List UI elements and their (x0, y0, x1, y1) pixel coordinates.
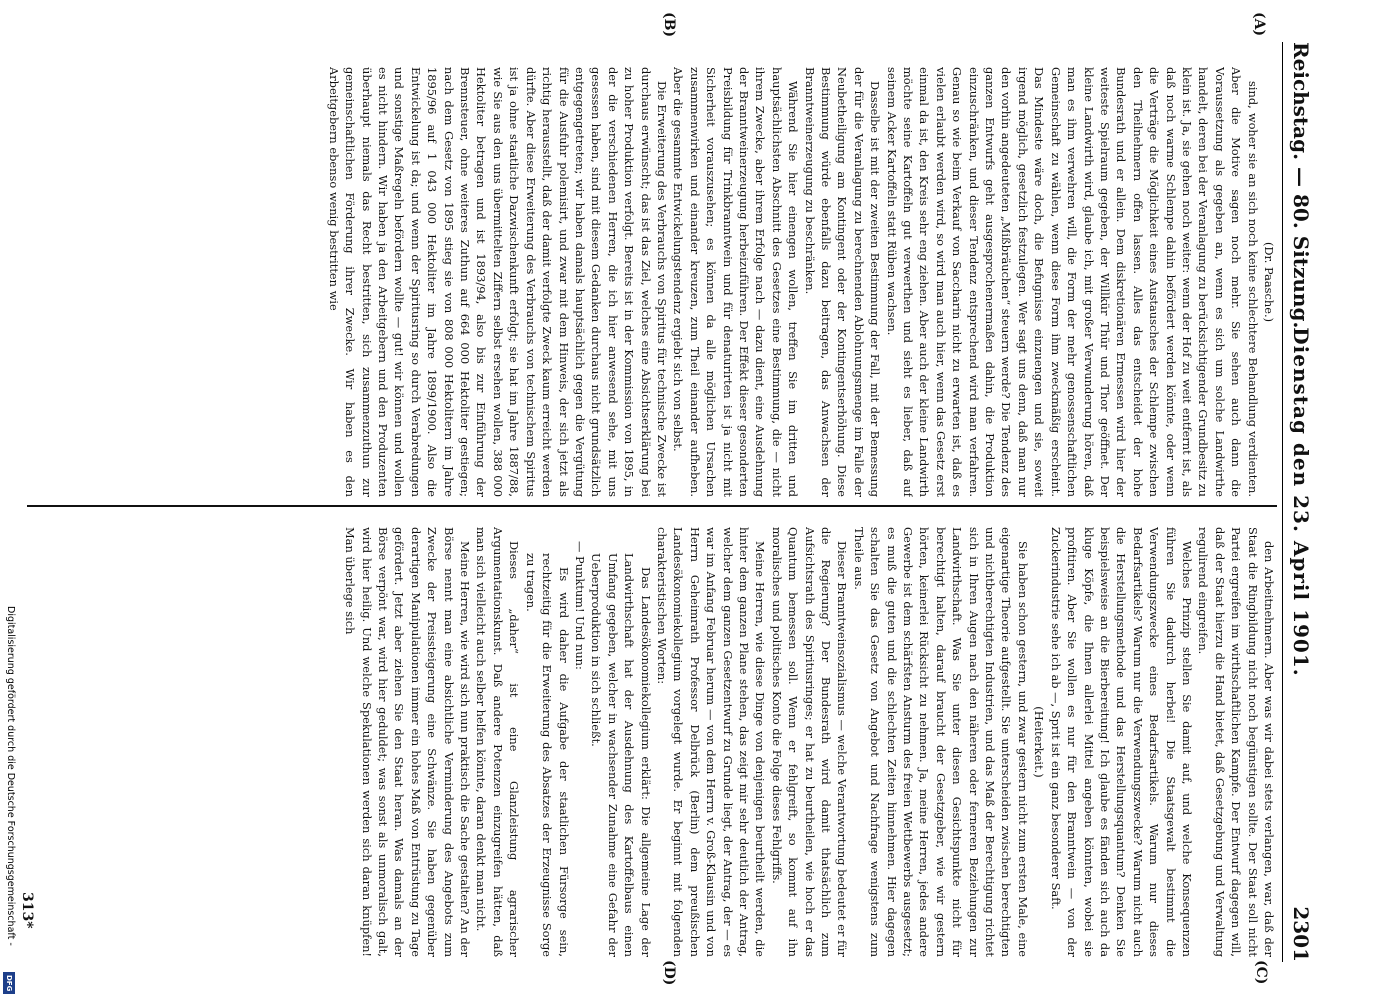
rotated-newspaper-sheet (17, 12, 1317, 992)
block-quote: Das Landesökonomiekollegium erklärt: Die allgemeine Lage der Landwirthschaft hat der Ausdehnung des Kartoffelbaus einen Umfang gegeben, welcher in wachsender Zunahme eine Gefahr der Ueberproduktion in sich schließt. (589, 553, 653, 957)
paragraph: Die Erweiterung des Verbrauchs von Spiritus für technische Zwecke ist durchaus erwünscht; das ist das Ziel, welches eine Absichtserklärung bei zu hoher Produktion verfolgt. Bereits ist in der Kommission von 1895, in der die verschiedenen Herren, die ich hier anwesend sehe, mit uns gesessen haben, sind mit diesem Gedanken durchaus nicht grundsätzlich entgegengetreten; wir haben damals hauptsächlich gegen die Vergütung für die Ausfuhr polemisirt, und zwar mit dem Hinweis, der sich jetzt als richtig herausstellt, daß der damit verfolgte Zweck kaum erreicht werden dürfte. Aber diese Erweiterung des Verbrauchs von technischem Spiritus ist ja ohne staatliche Dazwischenkunft erfolgt; sie hat im Jahre 1887/88, wie Sie aus den uns übermittelten Ziffern selbst ersehen wollen, 388 000 Hektoliter betragen und ist 1893/94, also bis zur Einführung der Brennsteuer, ohne weiteres Zuthun auf 664 000 Hektoliter gestiegen; nach dem Gesetz von 1895 stieg sie von 808 000 Hektolitern im Jahre 1895/96 auf 1 043 000 Hektoliter im Jahre 1899/1900. Also die Entwickelung ist da; und wenn der Spiritusring so durch Verabredungen und sonstige Maßregeln befördern wollte — gut! wir können und wollen es nicht hindern. Wir haben ja den Arbeitgebern und den Produzenten überhaupt niemals das Recht bestritten, sich zusammenzuthun zur gemeinschaftlichen Förderung ihrer Zwecke. Wir haben es den Arbeitgebern ebenso wenig bestritten wie (326, 67, 669, 497)
header-date: Dienstag den 23. April 1901. (1289, 327, 1313, 677)
margin-marker-b: (B) (661, 12, 677, 38)
margin-marker-d: (D) (661, 960, 677, 986)
dfg-side-strip (2, 0, 16, 1000)
speaker-label: (Dr. Paasche.) (1262, 241, 1276, 323)
header-left-title: Reichstag. — 80. Sitzung. (1289, 42, 1313, 329)
margin-marker-a: (A) (1251, 12, 1267, 37)
paragraph: Welches Prinzip stellen Sie damit auf, und welche Konsequenzen führen Sie dadurch herbei! Die Staatsgewalt bestimmt die Verwendungszwecke eines Bedarfsartikels. Warum nur dieses Bedarfsartikels? Warum nur die Verwendungszwecke? Warum nicht auch die Herstellungsmethode und das Herstellungsquantum? Denken Sie beispielsweise an die Bierbereitung! Ich glaube es fänden sich auch da kluge Köpfe, die Ihnen allerlei Mittel angeben könnten, wobei sie profitiren. Aber Sie wollen es nur für den Branntwein — von der Zuckerindustrie sehe ich ab —, Sprit ist ein ganz besonderer Saft. (1048, 527, 1194, 957)
paragraph: Während Sie hier einengen wollen, treffen Sie im dritten und hauptsächlichsten Abschnitt des Gesetzes eine Bestimmung, die — nicht ihrem Zwecke, aber ihrem Erfolge nach — dazu dient, eine Ausdehnung der Branntweinerzeugung herbeizuführen. Der Effekt dieser gesonderten Preisbildung für Trinkbranntwein und für denaturirten ist ja nicht mit Sicherheit vorauszusehen; es können da alle möglichen Ursachen zusammenwirken und einander kreuzen, zum Theil einander aufheben. Aber die gesammte Entwickelungstendenz ergiebt sich von selbst. (671, 67, 801, 497)
paragraph: den Arbeitnehmern. Aber was wir dabei stets verlangen, war, daß der Staat die Ringbildung nicht noch begünstigen sollte. Der Staat soll nicht Partei ergreifen im wirthschaftlichen Kampfe. Der Entwurf dagegen will, daß der Staat hierzu die Hand bietet, daß Gesetzgebung und Verwaltung regulirend eingreifen. (1196, 527, 1276, 957)
funding-note: Digitalisierung gefördert durch die Deutsche Forschungsgemeinschaft - (5, 606, 16, 946)
paragraph: Sie haben schon gestern, und zwar gestern nicht zum ersten Male, eine eigenartige Theorie aufgestellt. Sie unterscheiden zwischen berechtigten und nichtberechtigten Industrien, und das Maß der Berechtigung richtet sich in Ihren Augen nach den näheren oder ferneren Beziehungen zur Landwirthschaft. Was Sie unter diesen Gesichtspunkte nicht für berechtigt halten, darauf braucht der Gesetzgeber, wie wir gestern hörten, keinerlei Rücksicht zu nehmen. Ja, meine Herren, jedes andere Gewerbe ist dem schärfsten Ansturm des freien Wettbewerbs ausgesetzt; es muß die guten und die schlechten Zeiten hinnehmen. Hier dagegen schalten Sie das Gesetz von Angebot und Nachfrage wenigstens zum Theile aus. (851, 527, 1030, 957)
paragraph: Meine Herren, wie diese Dinge von denjenigen beurtheilt werden, die hinter dem ganzen Plane stehen, das zeigt mir sehr deutlich der Antrag, welcher dem ganzen Gesetzentwurf zu Grunde liegt, der Antrag, der — es war im Anfang Februar herum — von dem Herrn v. Groß-Klausin und von Herrn Geheimrath Professor Delbrück (Berlin) dem preußischen Landesökonomiekollegium vorgelegt wurde. Er beginnt mit folgenden charakteristischen Worten: (654, 527, 768, 957)
paragraph: Dieser Branntweinsozialismus — welche Verantwortung bedeutet er für die Regierung? Der Bundesrath wird damit thatsächlich zum Aufsichtsrath des Spiritusringes; er hat zu beurtheilen, wie hoch er das Quantum bemessen soll. Wenn er fehlgreift, so kommt auf ihn moralisches und politisches Konto die Folge dieses Fehlgriffs. (769, 527, 850, 957)
paragraph: — Punktum! Und nun: (572, 541, 587, 670)
right-text-column (27, 527, 1277, 957)
header-page-number: 2301 (1289, 906, 1313, 962)
left-text-column (27, 67, 1277, 497)
block-quote: Es wird daher die Aufgabe der staatlichen Fürsorge sein, rechtzeitig für die Erweiterung des Absatzes der Erzeugnisse Sorge zu tragen. (523, 553, 571, 957)
dfg-logo-icon: DFG (3, 972, 15, 994)
paragraph: Meine Herren, wie wird sich nun praktisch die Sache gestalten? An der Börse nennt man eine absichtliche Verminderung des Angebots zum Zwecke der Preissteigerung eine Schwänze. Sie haben gegenüber derartigen Manipulationen immer ein hohes Maß von Entrüstung zu Tage gefördert. Jetzt aber ziehen Sie den Staat heran. Was damals an der Börse verpönt war, wird hier geduldet; was sonst als unmoralisch galt, wird hier heilig. Und welche Spekulationen werden sich daran knüpfen! Man überlege sich (343, 527, 473, 957)
margin-marker-c: (C) (1253, 960, 1269, 985)
interjection: (Heiterkeit.) (1032, 706, 1047, 778)
column-divider (27, 505, 1277, 507)
paragraph: Dasselbe ist mit der zweiten Bestimmung der Fall, mit der Bemessung der für die Veranlagung zu berechnenden Ablohnungsmenge im Falle der Neubetheiligung am Kontingent oder der Kontingentserhöhung. Diese Bestimmung würde ebenfalls dazu beitragen, das Anwachsen der Branntweinerzeugung zu beschränken. (802, 67, 883, 497)
signature-mark: 313* (19, 892, 35, 929)
paragraph: Dieses „daher“ ist eine Glanzleistung agrarischer Argumentationskunst. Daß andere Potenzen einzugreifen hätten, daß man sich vielleicht auch selber helfen könnte, daran denkt man nicht. (474, 527, 522, 957)
page-header (1282, 42, 1317, 962)
paragraph: sind, woher sie an sich noch keine schlechtere Behandlung verdienten. Aber die Motive sagen noch mehr. Sie sehen auch dann die Voraussetzung als gegeben an, wenn es sich um solche Landwirthe handelt, deren bei der Veranlagung zu berücksichtigender Grundbesitz zu klein ist. Ja, sie gehen noch weiter: wenn der Hof zu weit entfernt ist, als daß noch warme Schlempe dahin befördert werden könnte, oder wenn die Verträge die Möglichkeit eines Austausches der Schlempe zwischen den Theilnehmern offen lassen. Alles das entscheidet der hohe Bundesrath und er allein. Dem diskretionären Ermessen wird hier der weiteste Spielraum gegeben, der Willkür Thür und Thor geöffnet. Der kleine Landwirth wird, glaube ich, mit großer Verwunderung hören, daß man es ihm verwehren will, die Form der mehr genossenschaftlichen Gemeinschaft zu wählen, wenn diese Form ihm zweckmäßig erscheint. Das Mindeste wäre doch, die Befugnisse einzuengen und sie, soweit irgend möglich, gesetzlich festzulegen. Wer sagt uns denn, daß man nur den vorhin angedeuteten „Mißbräuchen“ steuern werde? Die Tendenz des ganzen Entwurfs geht ausgesprochenermaßen dahin, die Produktion einzuschränken, und dieser Tendenz entsprechend wird man verfahren. Genau so wie beim Verkauf von Saccharin nicht zu erwarten ist, daß es vielen erlaubt werden wird, so wird man auch hier, wenn das Gesetz erst einmal da ist, den Kreis sehr eng ziehen. Aber auch der kleine Landwirth möchte seine Kartoffeln gut verwerthen und sieht es lieber, daß auf seinem Acker Kartoffeln statt Rüben wachsen. (884, 67, 1260, 497)
